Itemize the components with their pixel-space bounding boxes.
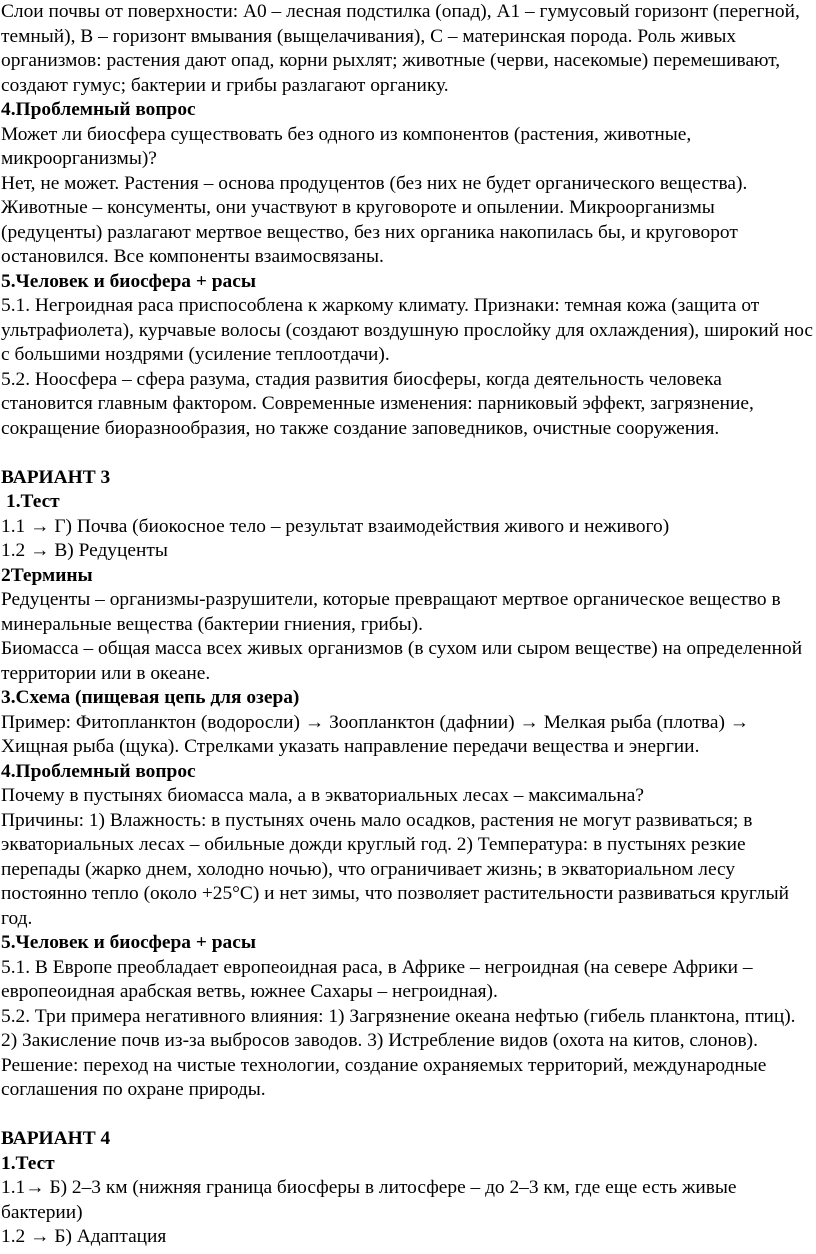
paragraph: Слои почвы от поверхности: А0 – лесная подстилка (опад), А1 – гумусовый горизонт (перегной, темный), В – горизонт вмывания (выщелачивания), С – материнская порода. Роль живых организмов: растения дают опад, корни рыхлят; животные (черви, насекомые) перемешивают, создают гумус; бактерии и грибы разлагают органику. bbox=[1, 1, 800, 96]
paragraph: 5.2. Ноосфера – сфера разума, стадия развития биосферы, когда деятельность человека становится главным фактором. Современные изменения: парниковый эффект, загрязнение, сокращение биоразнообразия, но также создание заповедников, очистные сооружения. bbox=[1, 368, 754, 439]
paragraph: 5.1. Негроидная раса приспособлена к жаркому климату. Признаки: темная кожа (защита от ультрафиолета), курчавые волосы (создают воздушную прослойку для охлаждения), широкий нос с большими ноздрями (усиление теплоотдачи). bbox=[1, 295, 814, 365]
paragraph: 1.2 → Б) Адаптация bbox=[1, 1226, 167, 1247]
paragraph: Почему в пустынях биомасса мала, а в экваториальных лесах – максимальна? bbox=[1, 785, 644, 806]
paragraph: 5.1. В Европе преобладает европеоидная раса, в Африке – негроидная (на севере Африки – европеоидная арабская ветвь, южнее Сахары – негроидная). bbox=[1, 956, 753, 1002]
section-heading: 1.Тест bbox=[1, 1152, 55, 1174]
paragraph: Редуценты – организмы-разрушители, которые превращают мертвое органическое вещество в минеральные вещества (бактерии гниения, грибы). bbox=[1, 589, 781, 635]
paragraph: 1.1→ Б) 2–3 км (нижняя граница биосферы в литосфере – до 2–3 км, где еще есть живые бактерии) bbox=[1, 1177, 737, 1223]
section-heading: 1.Тест bbox=[6, 491, 60, 512]
paragraph: 1.2 → В) Редуценты bbox=[1, 540, 168, 561]
paragraph: Биомасса – общая масса всех живых организмов (в сухом или сыром веществе) на определенной территории или в океане. bbox=[1, 638, 803, 684]
section-heading: ВАРИАНТ 4 bbox=[1, 1128, 111, 1149]
section-heading: 5.Человек и биосфера + расы bbox=[1, 932, 256, 953]
section-heading: 2Термины bbox=[1, 564, 93, 586]
paragraph: Пример: Фитопланктон (водоросли) → Зоопланктон (дафнии) → Мелкая рыба (плотва) → Хищная рыба (щука). Стрелками указать направление передачи вещества и энергии. bbox=[1, 711, 750, 757]
section-heading: 3.Схема (пищевая цепь для озера) bbox=[1, 687, 300, 708]
paragraph: 1.1 → Г) Почва (биокосное тело – результат взаимодействия живого и неживого) bbox=[1, 515, 670, 537]
paragraph: Нет, не может. Растения – основа продуцентов (без них не будет органического вещества). Животные – консументы, они участвуют в круговороте и опылении. Микроорганизмы (редуценты) разлагают мертвое вещество, без них органика накопилась бы, и круговорот остановился. Все компоненты взаимосвязаны. bbox=[1, 172, 748, 267]
paragraph: Причины: 1) Влажность: в пустынях очень мало осадков, растения не могут развиваться; в экваториальных лесах – обильные дожди круглый год. 2) Температура: в пустынях резкие перепады (жарко днем, холодно ночью), что ограничивает жизнь; в экваториальном лесу постоянно тепло (около +25°С) и нет зимы, что позволяет растительности развиваться круглый год. bbox=[1, 809, 789, 929]
section-heading: 4.Проблемный вопрос bbox=[1, 760, 196, 782]
paragraph: Может ли биосфера существовать без одного из компонентов (растения, животные, микроорганизмы)? bbox=[1, 123, 692, 169]
section-heading: 5.Человек и биосфера + расы bbox=[1, 270, 256, 292]
section-heading: ВАРИАНТ 3 bbox=[1, 466, 111, 488]
blank-line bbox=[1, 441, 814, 466]
section-heading: 4.Проблемный вопрос bbox=[1, 99, 196, 120]
paragraph: 5.2. Три примера негативного влияния: 1) Загрязнение океана нефтью (гибель планктона, птиц). 2) Закисление почв из-за выбросов заводов. 3) Истребление видов (охота на китов, слонов). Решение: переход на чистые технологии, создание охраняемых территорий, международные соглашения по охране природы. bbox=[1, 1005, 796, 1100]
blank-line bbox=[1, 1103, 814, 1128]
